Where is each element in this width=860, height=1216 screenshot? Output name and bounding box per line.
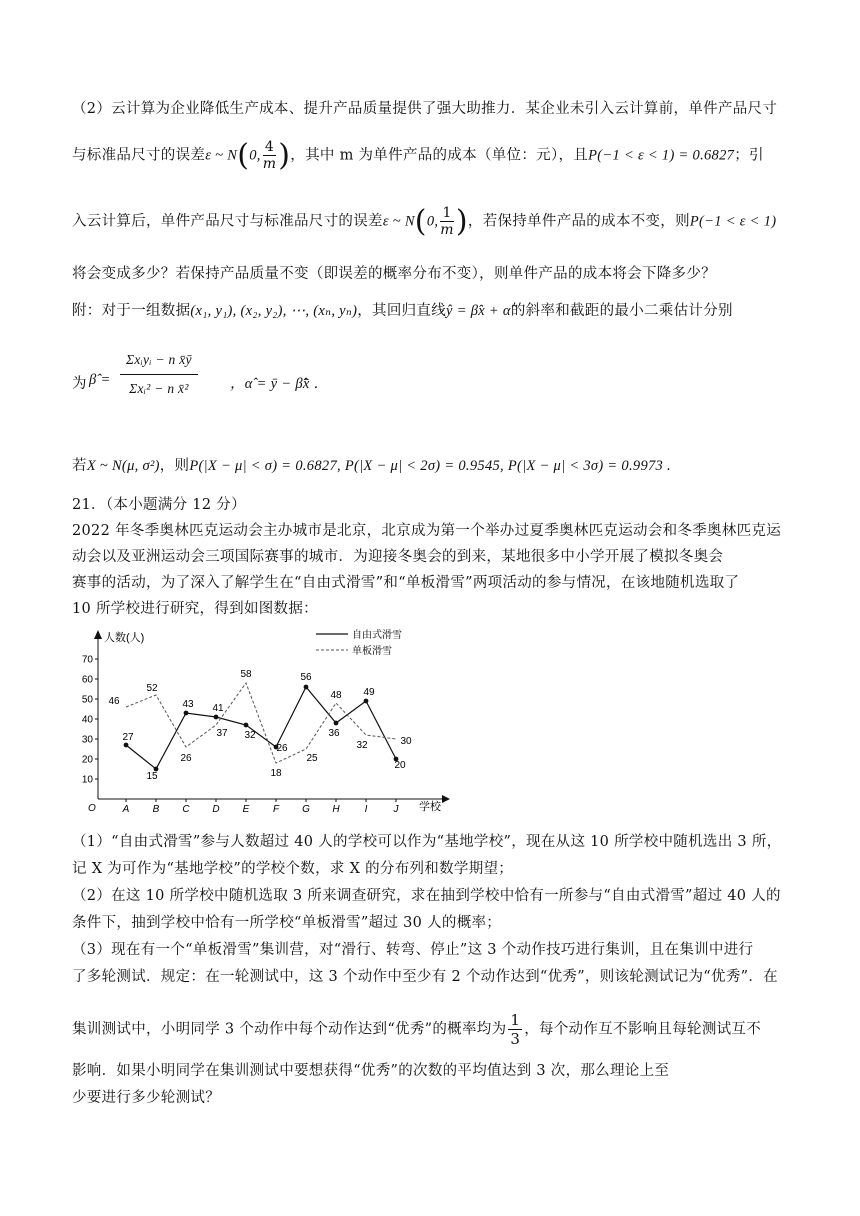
x-tick-label: B bbox=[152, 804, 160, 815]
x-tick-label: I bbox=[364, 804, 368, 815]
point-value-label: 27 bbox=[122, 732, 134, 743]
appendix-l3-pre: 若 bbox=[72, 458, 87, 474]
x-tick-label: G bbox=[302, 804, 310, 815]
y-tick-label: 60 bbox=[81, 674, 93, 686]
normal-distribution: X ~ N(μ, σ²) bbox=[86, 458, 160, 474]
paren-close: ) bbox=[278, 138, 291, 173]
y-tick-label: 10 bbox=[81, 774, 93, 786]
appendix-line2 bbox=[72, 350, 800, 435]
appendix-l3-mid: ，则 bbox=[159, 458, 190, 474]
q21-sub3-line4: 影响．如果小明同学在集训测试中要想获得“优秀”的次数的平均值达到 3 次，那么理论上至 bbox=[72, 1063, 670, 1079]
paren-open: ( bbox=[237, 138, 250, 173]
x-tick-label: C bbox=[182, 804, 190, 815]
participation-line-chart bbox=[72, 625, 452, 815]
freestyle-point bbox=[304, 685, 309, 690]
zero-mean: 0, bbox=[426, 213, 439, 230]
fraction-denominator: m bbox=[440, 222, 454, 238]
variance-fraction-before bbox=[263, 139, 277, 172]
appendix-line3 bbox=[72, 454, 800, 475]
regression-line: ŷ = β̂x + α̂ bbox=[446, 303, 511, 319]
q21-intro-1: 2022 年冬季奥林匹克运动会主办城市是北京，北京成为第一个举办过夏季奥林匹克运动会和冬季奥林匹克运 bbox=[72, 523, 782, 539]
point-value-label: 52 bbox=[146, 683, 158, 694]
legend-series-1: 自由式滑雪 bbox=[352, 630, 402, 641]
freestyle-point bbox=[334, 721, 339, 726]
variance-fraction-after bbox=[440, 205, 454, 238]
point-value-label: 56 bbox=[300, 672, 312, 683]
y-tick-label: 30 bbox=[81, 734, 93, 746]
beta-denominator: Σxᵢ² − n x̄² bbox=[129, 381, 189, 396]
alpha-hat-formula: ，α̂ = ȳ − β̂x̄ ． bbox=[230, 376, 329, 392]
y-tick-label: 50 bbox=[81, 694, 93, 706]
freestyle-point bbox=[244, 723, 249, 728]
x-axis-label: 学校 bbox=[419, 801, 441, 813]
q21-sub1-line1: （1）“自由式滑雪”参与人数超过 40 人的学校可以作为“基地学校”，现在从这 10 所学校中随机选出 3 所， bbox=[72, 834, 782, 850]
freestyle-point bbox=[364, 699, 369, 704]
point-value-label: 48 bbox=[330, 690, 342, 701]
point-value-label: 41 bbox=[212, 703, 224, 714]
probability-before: P(−1 < ε < 1) = 0.6827 bbox=[588, 147, 735, 164]
y-tick-label: 70 bbox=[81, 654, 93, 666]
point-value-label: 25 bbox=[306, 753, 318, 764]
appendix-mid: ，其回归直线 bbox=[357, 303, 447, 319]
part2-line3 bbox=[72, 204, 800, 239]
fraction-numerator: 4 bbox=[263, 139, 277, 156]
fraction-denominator: m bbox=[262, 156, 277, 172]
epsilon-distribution-after: ε ~ N bbox=[382, 213, 415, 230]
paren-close: ) bbox=[455, 204, 468, 239]
freestyle-point bbox=[124, 743, 129, 748]
appendix-line1 bbox=[72, 299, 800, 320]
y-axis-label: 人数(人) bbox=[104, 632, 145, 644]
normal-probabilities: P(|X − μ| < σ) = 0.6827, P(|X − μ| < 2σ) = 0.9545, P(|X − μ| < 3σ) = 0.9973 . bbox=[189, 458, 671, 474]
point-value-label: 26 bbox=[276, 743, 288, 754]
x-tick-label: J bbox=[393, 804, 399, 815]
x-tick-label: A bbox=[122, 804, 130, 815]
q21-intro-3: 赛事的活动，为了深入了解学生在“自由式滑雪”和“单板滑雪”两项活动的参与情况，在该地随机选取了 bbox=[72, 575, 740, 591]
point-value-label: 46 bbox=[108, 696, 120, 707]
q21-sub1-line2: 记 X 为可作为“基地学校”的学校个数，求 X 的分布列和数学期望； bbox=[72, 861, 514, 877]
part2-line2-end: ；引 bbox=[734, 147, 764, 164]
appendix-pre: 附：对于一组数据 bbox=[72, 303, 191, 319]
point-value-label: 26 bbox=[180, 753, 192, 764]
part2-line2 bbox=[72, 138, 800, 173]
probability-after: P(−1 < ε < 1) bbox=[689, 213, 777, 230]
x-tick-label: F bbox=[272, 804, 280, 815]
series-snowboard-line bbox=[126, 683, 396, 763]
legend bbox=[316, 628, 402, 657]
zero-mean: 0, bbox=[249, 147, 261, 164]
appendix-l2-pre: 为 bbox=[72, 376, 87, 392]
part2-line1: （2）云计算为企业降低生产成本、提升产品质量提供了强大助推力．某企业未引入云计算前，单件产品尺寸 bbox=[72, 101, 778, 117]
point-value-label: 32 bbox=[356, 740, 368, 751]
paren-open: ( bbox=[414, 204, 427, 239]
point-value-label: 30 bbox=[400, 736, 412, 747]
appendix-end: 的斜率和截距的最小二乘估计分别 bbox=[510, 303, 733, 319]
point-value-label: 43 bbox=[182, 699, 194, 710]
q21-sub3-line5: 少要进行多少轮测试？ bbox=[72, 1090, 220, 1106]
point-value-label: 18 bbox=[270, 768, 282, 779]
q21-sub3-line2: 了多轮测试．规定：在一轮测试中，这 3 个动作中至少有 2 个动作达到“优秀”，则该轮测试记为“优秀”．在 bbox=[72, 969, 778, 985]
part2-line3-pre: 入云计算后，单件产品尺寸与标准品尺寸的误差 bbox=[72, 213, 383, 230]
epsilon-distribution: ε ~ N bbox=[205, 147, 238, 164]
point-value-label: 36 bbox=[328, 728, 340, 739]
point-value-label: 15 bbox=[146, 771, 158, 782]
q21-sub2-line2: 条件下，抽到学校中恰有一所学校“单板滑雪”超过 30 人的概率； bbox=[72, 915, 502, 931]
point-value-label: 37 bbox=[216, 728, 228, 739]
sub3-end: ，每个动作互不影响且每轮测试互不 bbox=[524, 1021, 762, 1038]
series-freestyle-line bbox=[126, 687, 396, 769]
fraction-numerator: 1 bbox=[510, 1011, 521, 1029]
point-value-label: 49 bbox=[363, 687, 375, 698]
freestyle-point bbox=[184, 711, 189, 716]
x-tick-label: D bbox=[212, 804, 220, 815]
fraction-denominator: 3 bbox=[510, 1030, 521, 1048]
q21-title: 21．（本小题满分 12 分） bbox=[72, 497, 246, 513]
q21-sub3-line1: （3）现在有一个“单板滑雪”集训营，对“滑行、转弯、停止”这 3 个动作技巧进行集训，且在集训中进行 bbox=[72, 942, 754, 958]
q21-sub3-line3 bbox=[72, 1011, 800, 1048]
y-tick-label: 20 bbox=[81, 754, 93, 766]
y-tick-label: 40 bbox=[81, 714, 93, 726]
part2-line3-mid: ，若保持单件产品的成本不变，则 bbox=[467, 213, 690, 230]
point-value-label: 58 bbox=[240, 669, 252, 680]
legend-series-2: 单板滑雪 bbox=[352, 646, 392, 657]
freestyle-point bbox=[214, 715, 219, 720]
x-tick-label: H bbox=[332, 804, 340, 815]
beta-hat-label: β̂ = bbox=[89, 372, 111, 388]
q21-intro-4: 10 所学校进行研究，得到如图数据： bbox=[72, 601, 318, 617]
probability-one-third bbox=[508, 1011, 522, 1048]
fraction-numerator: 1 bbox=[440, 205, 454, 222]
point-value-label: 20 bbox=[394, 760, 406, 771]
part2-line2-pre: 与标准品尺寸的误差 bbox=[72, 147, 206, 164]
data-pairs: (x₁, y₁), (x₂, y₂), ⋯, (xₙ, yₙ) bbox=[190, 303, 358, 319]
part2-line2-mid: ，其中 m 为单件产品的成本（单位：元），且 bbox=[290, 147, 589, 164]
beta-numerator: Σxᵢyᵢ − n x̄ȳ bbox=[120, 350, 198, 375]
x-tick-label: E bbox=[242, 804, 250, 815]
origin-label: O bbox=[88, 803, 96, 814]
part2-line4: 将会变成多少？若保持产品质量不变（即误差的概率分布不变），则单件产品的成本将会下降多少？ bbox=[72, 266, 716, 282]
point-value-label: 32 bbox=[244, 730, 256, 741]
q21-intro-2: 动会以及亚洲运动会三项国际赛事的城市．为迎接冬奥会的到来，某地很多中小学开展了模拟冬奥会 bbox=[72, 549, 724, 565]
beta-hat-fraction bbox=[120, 350, 198, 397]
sub3-pre: 集训测试中，小明同学 3 个动作中每个动作达到“优秀”的概率均为 bbox=[72, 1021, 507, 1038]
q21-sub2-line1: （2）在这 10 所学校中随机选取 3 所来调查研究，求在抽到学校中恰有一所参与“自由式滑雪”超过 40 人的 bbox=[72, 888, 781, 904]
